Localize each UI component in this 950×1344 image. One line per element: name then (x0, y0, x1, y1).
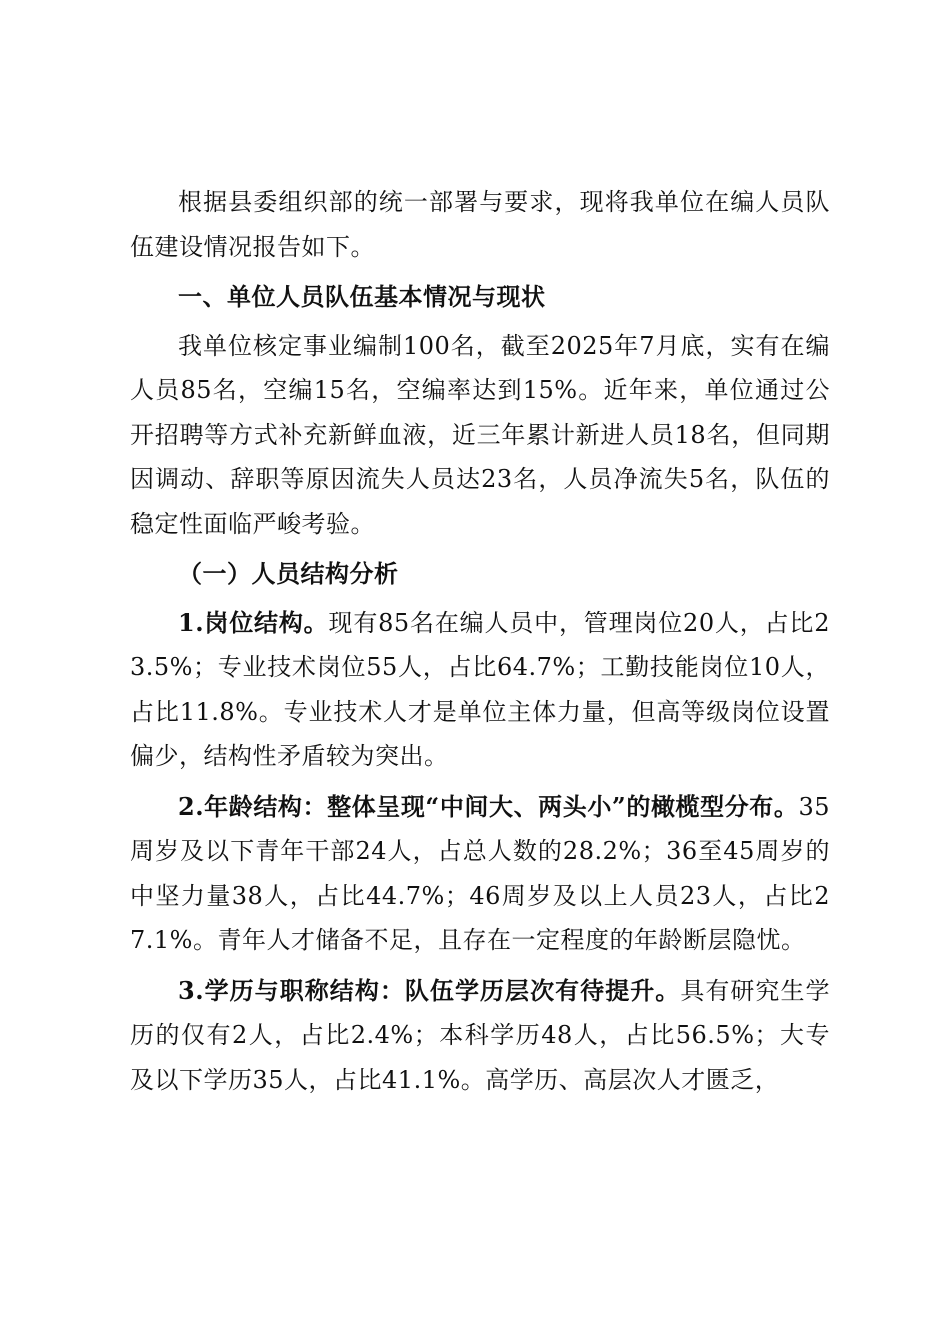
section-1-paragraph: 我单位核定事业编制100名，截至2025年7月底，实有在编人员85名，空编15名，空编率达到15%。近年来，单位通过公开招聘等方式补充新鲜血液，近三年累计新进人员18名，但同期因调动、辞职等原因流失人员达23名，人员净流失5名，队伍的稳定性面临严峻考验。 (130, 331, 830, 538)
subsection-heading-1: （一）人员结构分析 (178, 559, 399, 588)
item-1-paragraph (130, 601, 830, 779)
item-2-lead: 2.年龄结构：整体呈现“中间大、两头小”的橄榄型分布。 (178, 791, 799, 821)
item-3-body: 具有研究生学历的仅有2人，占比2.4%；本科学历48人，占比56.5%；大专及以下学历35人，占比41.1%。高学历、高层次人才匮乏， (130, 976, 830, 1094)
item-2-body: 35周岁及以下青年干部24人，占总人数的28.2%；36至45周岁的中坚力量38人，占比44.7%；46周岁及以上人员23人，占比27.1%。青年人才储备不足，且存在一定程度的年龄断层隐忧。 (130, 792, 830, 954)
item-1-body: 现有85名在编人员中，管理岗位20人，占比23.5%；专业技术岗位55人，占比64.7%；工勤技能岗位10人，占比11.8%。专业技术人才是单位主体力量，但高等级岗位设置偏少，结构性矛盾较为突出。 (130, 608, 830, 770)
item-3-lead: 3.学历与职称结构：队伍学历层次有待提升。 (178, 975, 681, 1005)
intro-paragraph: 根据县委组织部的统一部署与要求，现将我单位在编人员队伍建设情况报告如下。 (130, 188, 830, 261)
section-heading-1: 一、单位人员队伍基本情况与现状 (178, 283, 546, 311)
document-body (130, 180, 830, 1102)
item-3-paragraph (130, 969, 830, 1103)
item-2-paragraph (130, 785, 830, 963)
item-1-lead: 1.岗位结构。 (178, 607, 329, 637)
